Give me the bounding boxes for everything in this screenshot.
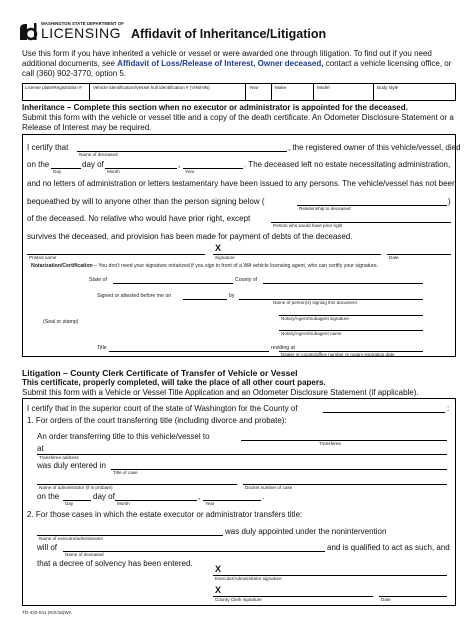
- litigation-certify-text: I certify that in the superior court of the state of Washington for the County of: [27, 404, 298, 413]
- qualified-text: and is qualified to act as such, and: [327, 543, 450, 552]
- agency-name: LICENSING: [41, 25, 121, 41]
- label-executor-signature: Executor/Administrator signature: [215, 576, 282, 581]
- no-letters-text: and no letters of administration or letters testamentary have been issued to any persons. The vehicle/vessel has not been: [27, 179, 457, 188]
- residing-text: residing at: [271, 345, 295, 351]
- affidavit-loss-link[interactable]: Affidavit of Loss/Release of Interest, Owner deceased,: [117, 59, 324, 68]
- duly-entered-text: was duly entered in: [37, 461, 106, 470]
- seal-stamp-text: (Seal or stamp): [43, 319, 79, 325]
- agency-small: WASHINGTON STATE DEPARTMENT OF: [41, 21, 124, 26]
- vehicle-table: [22, 83, 456, 101]
- label-person-prior: Person who would have prior right: [273, 223, 343, 228]
- order-text: An order transferring title to this vehicle/vessel to: [37, 432, 210, 441]
- signed-before-text: Signed or attested before me on: [97, 293, 172, 299]
- colon-text: :: [447, 404, 450, 413]
- litigation-header: [22, 368, 462, 398]
- label-clerk-date: Date: [381, 597, 391, 602]
- at-text: at: [37, 444, 44, 453]
- label-day: Day: [53, 169, 62, 174]
- inheritance-box: [22, 134, 461, 357]
- solvency-text: that a decree of solvency has been entered.: [37, 559, 193, 568]
- label-name-deceased: Name of deceased: [79, 152, 118, 157]
- exec-x-mark: X: [215, 564, 222, 574]
- litigation-box: [22, 398, 456, 606]
- item-2-text: 2. For those cases in which the estate executor or administrator transfers title:: [27, 510, 303, 519]
- court-county-field[interactable]: [323, 412, 445, 413]
- body-style-field[interactable]: [377, 91, 453, 100]
- lit-label-day: Day: [65, 501, 74, 506]
- certify-end-text: , the registered owner of this vehicle/vessel, died: [288, 143, 461, 152]
- inheritance-header: [22, 103, 462, 133]
- label-year: Year: [185, 169, 195, 174]
- label-transferee: Transferee: [319, 441, 342, 446]
- signature-field[interactable]: [213, 254, 381, 255]
- header-body-style: Body style: [377, 85, 399, 90]
- lit-label-year: Year: [205, 501, 215, 506]
- label-month: Month: [107, 169, 120, 174]
- lit-comma: ,: [198, 492, 201, 501]
- title-text: Title: [97, 345, 107, 351]
- notarization-note: Notarization/Certification – You don't need your signature notarized if you sign in front of a WA vehicle licensing agent, who can certify your signature.: [31, 263, 379, 269]
- label-relationship: Relationship to deceased: [299, 206, 351, 211]
- form-number: TD-420-041 (R/2/18)WA: [22, 610, 72, 615]
- header-year: Year: [249, 85, 259, 90]
- intro-line-2: additional documents, see Affidavit of Loss/Release of Interest, Owner deceased, contact a vehicle licensing office, or: [22, 59, 452, 68]
- dol-logo: [18, 20, 124, 42]
- header-make: Make: [275, 85, 287, 90]
- on-the-text: on the: [27, 160, 50, 169]
- deceased-left-text: . The deceased left no estate necessitating administration,: [244, 160, 451, 169]
- state-of-text: State of: [89, 277, 107, 283]
- vin-field[interactable]: [93, 91, 241, 100]
- page-title: Affidavit of Inheritance/Litigation: [131, 27, 327, 41]
- lit-period: .: [262, 492, 265, 501]
- transferee-field[interactable]: [241, 440, 447, 441]
- label-administrator: Name of administrator (if in probate): [39, 485, 113, 490]
- bequeathed-text: bequeathed by will to anyone other than the person signing below (: [27, 197, 265, 206]
- label-title-of-case: Title of case: [113, 470, 138, 475]
- county-of-text: County of: [235, 277, 258, 283]
- survives-text: survives the deceased, and provision has been made for payment of debts of the deceased.: [27, 232, 353, 241]
- make-field[interactable]: [275, 91, 311, 100]
- label-will-deceased: Name of deceased: [65, 552, 104, 557]
- litigation-subheading: This certificate, properly completed, will take the place of all other court papers.: [22, 378, 326, 387]
- lit-on-the-text: on the: [37, 492, 60, 501]
- label-name-persons: Name of person(s) signing this document: [273, 300, 357, 305]
- by-text: by: [229, 293, 235, 299]
- inheritance-heading: Inheritance – Complete this section when no executor or administrator is appointed for the deceased.: [22, 103, 408, 112]
- of-deceased-text: of the deceased. No relative who would have prior right, except: [27, 214, 251, 223]
- intro-line-1: Use this form if you have inherited a vehicle or vessel or were awarded one through litigation. To find out if you need: [22, 49, 432, 58]
- year-field[interactable]: [249, 91, 269, 100]
- model-field[interactable]: [317, 91, 371, 100]
- certify-text: I certify that: [27, 143, 69, 152]
- label-docket: Docket number of case: [245, 485, 293, 490]
- intro-text: [22, 49, 462, 79]
- notary-title-field[interactable]: [109, 351, 269, 352]
- signature-x-mark: X: [215, 243, 222, 253]
- item-1-text: 1. For orders of the court transferring title (including divorce and probate):: [27, 416, 287, 425]
- inheritance-desc-1: Submit this form with the vehicle or vessel title and a copy of the death certificate. An Odometer Disclosure Statement or a: [22, 113, 454, 122]
- header-model: Model: [317, 85, 330, 90]
- label-executor: Name of executor/administrator: [39, 536, 104, 541]
- label-printed-name: Printed name: [29, 255, 57, 260]
- label-transferee-address: Transferee address: [39, 455, 79, 460]
- litigation-heading: Litigation – County Clerk Certificate of Transfer of Vehicle or Vessel: [22, 368, 298, 378]
- license-plate-field[interactable]: [25, 91, 85, 100]
- header-vin: Vehicle identification/Vessel hull identification # (VIN/HIN): [93, 85, 210, 90]
- clerk-x-mark: X: [215, 585, 222, 595]
- label-notary-signature: Notary/Agent/Subagent signature: [281, 316, 349, 321]
- case-title-field[interactable]: [111, 469, 447, 470]
- label-notary-name: Notary/Agent/Subagent name: [281, 331, 342, 336]
- inheritance-desc-2: Release of Interest may be required.: [22, 123, 152, 132]
- paren-close: ): [448, 197, 451, 206]
- litigation-desc: Submit this form with a Vehicle or Vessel Title Application and an Odometer Disclosure Statement (if applicable).: [22, 388, 419, 397]
- transferee-address-field[interactable]: [37, 454, 447, 455]
- county-field[interactable]: [263, 283, 423, 284]
- label-date: Date: [389, 255, 399, 260]
- label-signature: Signature: [215, 255, 235, 260]
- header-license-plate: License plate/Registration #: [25, 85, 82, 90]
- label-dealer: Dealer or county/office number or notary expiration date: [281, 352, 395, 357]
- lit-day-of-text: day of: [93, 492, 115, 501]
- comma-text: ,: [178, 160, 181, 169]
- intro-line-3: call (360) 902-3770, option 5.: [22, 69, 127, 78]
- attested-date-field[interactable]: [183, 299, 227, 300]
- duly-appointed-text: was duly appointed under the nonintervention: [225, 527, 387, 536]
- state-field[interactable]: [113, 283, 233, 284]
- lit-label-month: Month: [117, 501, 130, 506]
- dol-logo-icon: [18, 20, 40, 42]
- label-clerk-signature: County Clerk signature: [215, 597, 262, 602]
- will-of-text: will of: [37, 543, 58, 552]
- day-of-text: day of: [82, 160, 104, 169]
